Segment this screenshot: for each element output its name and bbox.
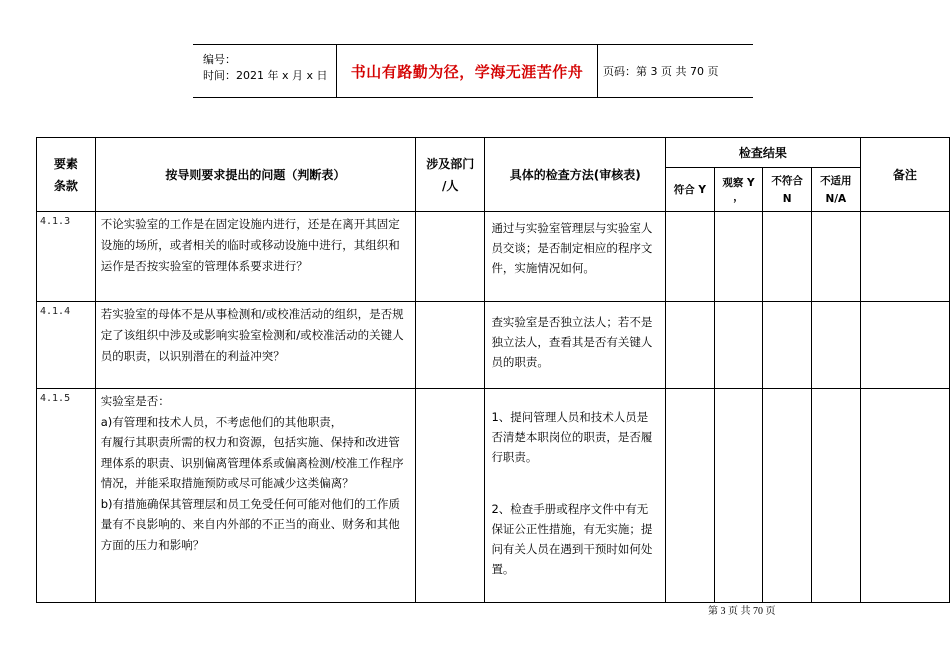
row-clause: 4.1.5: [37, 389, 96, 603]
row-na: [811, 302, 860, 389]
row-remark: [860, 302, 949, 389]
header-na: 不适用 N/A: [811, 168, 860, 212]
header-meta: [193, 45, 336, 97]
row-method: 通过与实验室管理层与实验室人员交谈；是否制定相应的程序文件，实施情况如何。: [485, 212, 666, 302]
row-method: 查实验室是否独立法人；若不是独立法人，查看其是否有关键人员的职责。: [485, 302, 666, 389]
row-comply: [666, 389, 715, 603]
table-row: [37, 212, 950, 302]
header-motto: 书山有路勤为径，学海无涯苦作舟: [336, 45, 598, 97]
row-observe: [714, 302, 763, 389]
page-footer: 第 3 页 共 70 页: [708, 606, 776, 617]
header-comply: 符合 Y: [666, 168, 715, 212]
header-clause: 要素 条款: [37, 138, 96, 212]
number-label: 编号：: [203, 53, 236, 66]
document-header: [193, 44, 753, 98]
row-noncomply: [763, 302, 812, 389]
row-na: [811, 212, 860, 302]
table-row: [37, 302, 950, 389]
row-method-part-2: 2、检查手册或程序文件中有无保证公正性措施，有无实施；提问有关人员在遇到干预时如何处置。: [491, 502, 653, 576]
header-dept: 涉及部门 /人: [415, 138, 484, 212]
row-dept: [415, 302, 484, 389]
row-noncomply: [763, 212, 812, 302]
row-method: [485, 389, 666, 603]
inspection-table: [36, 137, 950, 603]
row-remark: [860, 389, 949, 603]
row-observe: [714, 389, 763, 603]
row-question: 若实验室的母体不是从事检测和/或校准活动的组织，是否规定了该组织中涉及或影响实验室检测和/或校准活动的关键人员的职责，以识别潜在的利益冲突？: [95, 302, 415, 389]
table-header-row: [37, 138, 950, 168]
header-question: 按导则要求提出的问题（判断表）: [95, 138, 415, 212]
row-dept: [415, 389, 484, 603]
row-question: 实验室是否： a)有管理和技术人员，不考虑他们的其他职责， 有履行其职责所需的权力和资源，包括实施、保持和改进管理体系的职责、识别偏离管理体系或偏离检测/校准工作程序情况，并能采取措施预防或尽可能减少这类偏离？ b)有措施确保其管理层和员工免受任何可能对他们的工作质量有不良影响的、来自内外部的不正当的商业、财务和其他方面的压力和影响？: [95, 389, 415, 603]
header-noncomply: 不符合 N: [763, 168, 812, 212]
header-result: 检查结果: [666, 138, 861, 168]
header-page-label: 页码：第 3 页 共 70 页: [603, 65, 719, 78]
row-na: [811, 389, 860, 603]
row-question: 不论实验室的工作是在固定设施内进行，还是在离开其固定设施的场所，或者相关的临时或移动设施中进行，其组织和运作是否按实验室的管理体系要求进行？: [95, 212, 415, 302]
row-dept: [415, 212, 484, 302]
table-row: [37, 389, 950, 603]
row-observe: [714, 212, 763, 302]
header-remark: 备注: [860, 138, 949, 212]
row-clause: 4.1.4: [37, 302, 96, 389]
header-observe: 观察 Y ，: [714, 168, 763, 212]
row-clause: 4.1.3: [37, 212, 96, 302]
row-noncomply: [763, 389, 812, 603]
header-method: 具体的检查方法(审核表): [485, 138, 666, 212]
row-method-part-1: 1、提问管理人员和技术人员是否清楚本职岗位的职责，是否履行职责。: [491, 410, 653, 464]
time-label: 时间：2021 年 x 月 x 日: [203, 69, 328, 82]
row-remark: [860, 212, 949, 302]
row-comply: [666, 212, 715, 302]
row-comply: [666, 302, 715, 389]
